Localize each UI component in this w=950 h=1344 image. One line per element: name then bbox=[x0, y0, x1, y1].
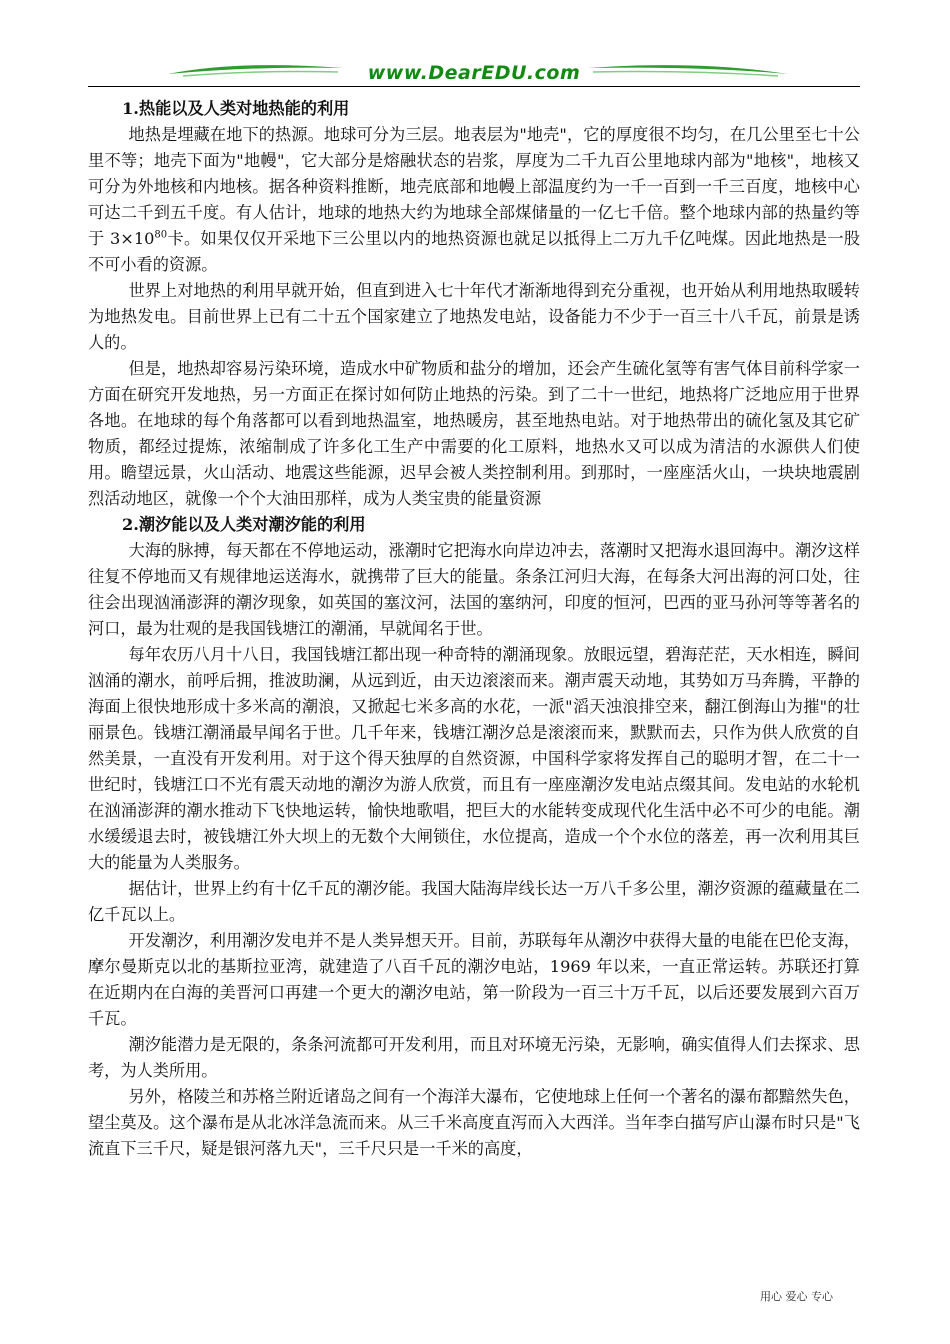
article-body bbox=[88, 96, 860, 1162]
header-rule bbox=[88, 86, 860, 87]
paragraph: 开发潮汐，利用潮汐发电并不是人类异想天开。目前，苏联每年从潮汐中获得大量的电能在巴伦支海，摩尔曼斯克以北的基斯拉亚湾，就建造了八百千瓦的潮汐电站，1969 年以来，一直正常运转。苏联还打算在近期内在白海的美晋河口再建一个更大的潮汐电站，第一阶段为一百三十万千瓦，以后还要发展到六百万千瓦。 bbox=[88, 931, 860, 1028]
paragraph: 据估计，世界上约有十亿千瓦的潮汐能。我国大陆海岸线长达一万八千多公里，潮汐资源的蕴藏量在二亿千瓦以上。 bbox=[88, 879, 860, 924]
site-name[interactable]: www.DearEDU.com bbox=[367, 62, 581, 84]
page-footer: 用心 爱心 专心 bbox=[760, 1290, 833, 1303]
page-header bbox=[88, 56, 860, 92]
paragraph: 潮汐能潜力是无限的，条条河流都可开发利用，而且对环境无污染，无影响，确实值得人们去探求、思考，为人类所用。 bbox=[88, 1035, 860, 1080]
paragraph: 但是，地热却容易污染环境，造成水中矿物质和盐分的增加，还会产生硫化氢等有害气体目前科学家一方面在研究开发地热，另一方面正在探讨如何防止地热的污染。到了二十一世纪，地热将广泛地应用于世界各地。在地球的每个角落都可以看到地热温室，地热暖房，甚至地热电站。对于地热带出的硫化氢及其它矿物质，都经过提炼，浓缩制成了许多化工生产中需要的化工原料，地热水又可以成为清洁的水源供人们使用。瞻望远景，火山活动、地震这些能源，迟早会被人类控制利用。到那时，一座座活火山，一块块地震剧烈活动地区，就像一个个大油田那样，成为人类宝贵的能量资源 bbox=[88, 359, 860, 508]
paragraph: 世界上对地热的利用早就开始，但直到进入七十年代才渐渐地得到充分重视，也开始从利用地热取暖转为地热发电。目前世界上已有二十五个国家建立了地热发电站，设备能力不少于一百三十八千瓦，前景是诱人的。 bbox=[88, 281, 860, 352]
paragraph: 每年农历八月十八日，我国钱塘江都出现一种奇特的潮涌现象。放眼远望，碧海茫茫，天水相连，瞬间汹涌的潮水，前呼后拥，推波助澜，从远到近，由天边滚滚而来。潮声震天动地，其势如万马奔腾，平静的海面上很快地形成十多米高的潮浪，又掀起七米多高的水花，一派"滔天浊浪排空来，翻江倒海山为摧"的壮丽景色。钱塘江潮涌最早闻名于世。几千年来，钱塘江潮汐总是滚滚而来，默默而去，只作为供人欣赏的自然美景，一直没有开发利用。对于这个得天独厚的自然资源，中国科学家将发挥自己的聪明才智，在二十一世纪时，钱塘江口不光有震天动地的潮汐为游人欣赏，而且有一座座潮汐发电站点缀其间。发电站的水轮机在汹涌澎湃的潮水推动下飞快地运转，愉快地歌唱，把巨大的水能转变成现代化生活中必不可少的电能。潮水缓缓退去时，被钱塘江外大坝上的无数个大闸锁住，水位提高，造成一个个水位的落差，再一次利用其巨大的能量为人类服务。 bbox=[88, 645, 860, 872]
section-title: 2.潮汐能以及人类对潮汐能的利用 bbox=[122, 515, 366, 534]
paragraph: 大海的脉搏，每天都在不停地运动，涨潮时它把海水向岸边冲去，落潮时又把海水退回海中。潮汐这样往复不停地而又有规律地运送海水，就携带了巨大的能量。条条江河归大海，在每条大河出海的河口处，往往会出现汹涌澎湃的潮汐现象，如英国的塞汶河，法国的塞纳河，印度的恒河，巴西的亚马孙河等等著名的河口，最为壮观的是我国钱塘江的潮涌，早就闻名于世。 bbox=[88, 541, 860, 638]
paragraph: 地热是埋藏在地下的热源。地球可分为三层。地表层为"地壳"，它的厚度很不均匀，在几公里至七十公里不等；地壳下面为"地幔"，它大部分是熔融状态的岩浆，厚度为二千九百公里地球内部为"地核"，地核又可分为外地核和内地核。据各种资料推断，地壳底部和地幔上部温度约为一千一百到一千三百度，地核中心可达二千到五千度。有人估计，地球的地热大约为地球全部煤储量的一亿七千倍。整个地球内部的热量约等于 $3\times 10^{80}$卡。如果仅仅开采地下三公里以内的地热资源也就足以抵得上二万九千亿吨煤。因此地热是一股不可小看的资源。 bbox=[88, 125, 861, 274]
section-title: 1.热能以及人类对地热能的利用 bbox=[122, 99, 350, 118]
paragraph: 另外，格陵兰和苏格兰附近诸岛之间有一个海洋大瀑布，它使地球上任何一个著名的瀑布都黯然失色，望尘莫及。这个瀑布是从北冰洋急流而来。从三千米高度直泻而入大西洋。当年李白描写庐山瀑布时只是"飞流直下三千尺，疑是银河落九天"，三千尺只是一千米的高度， bbox=[88, 1087, 860, 1158]
